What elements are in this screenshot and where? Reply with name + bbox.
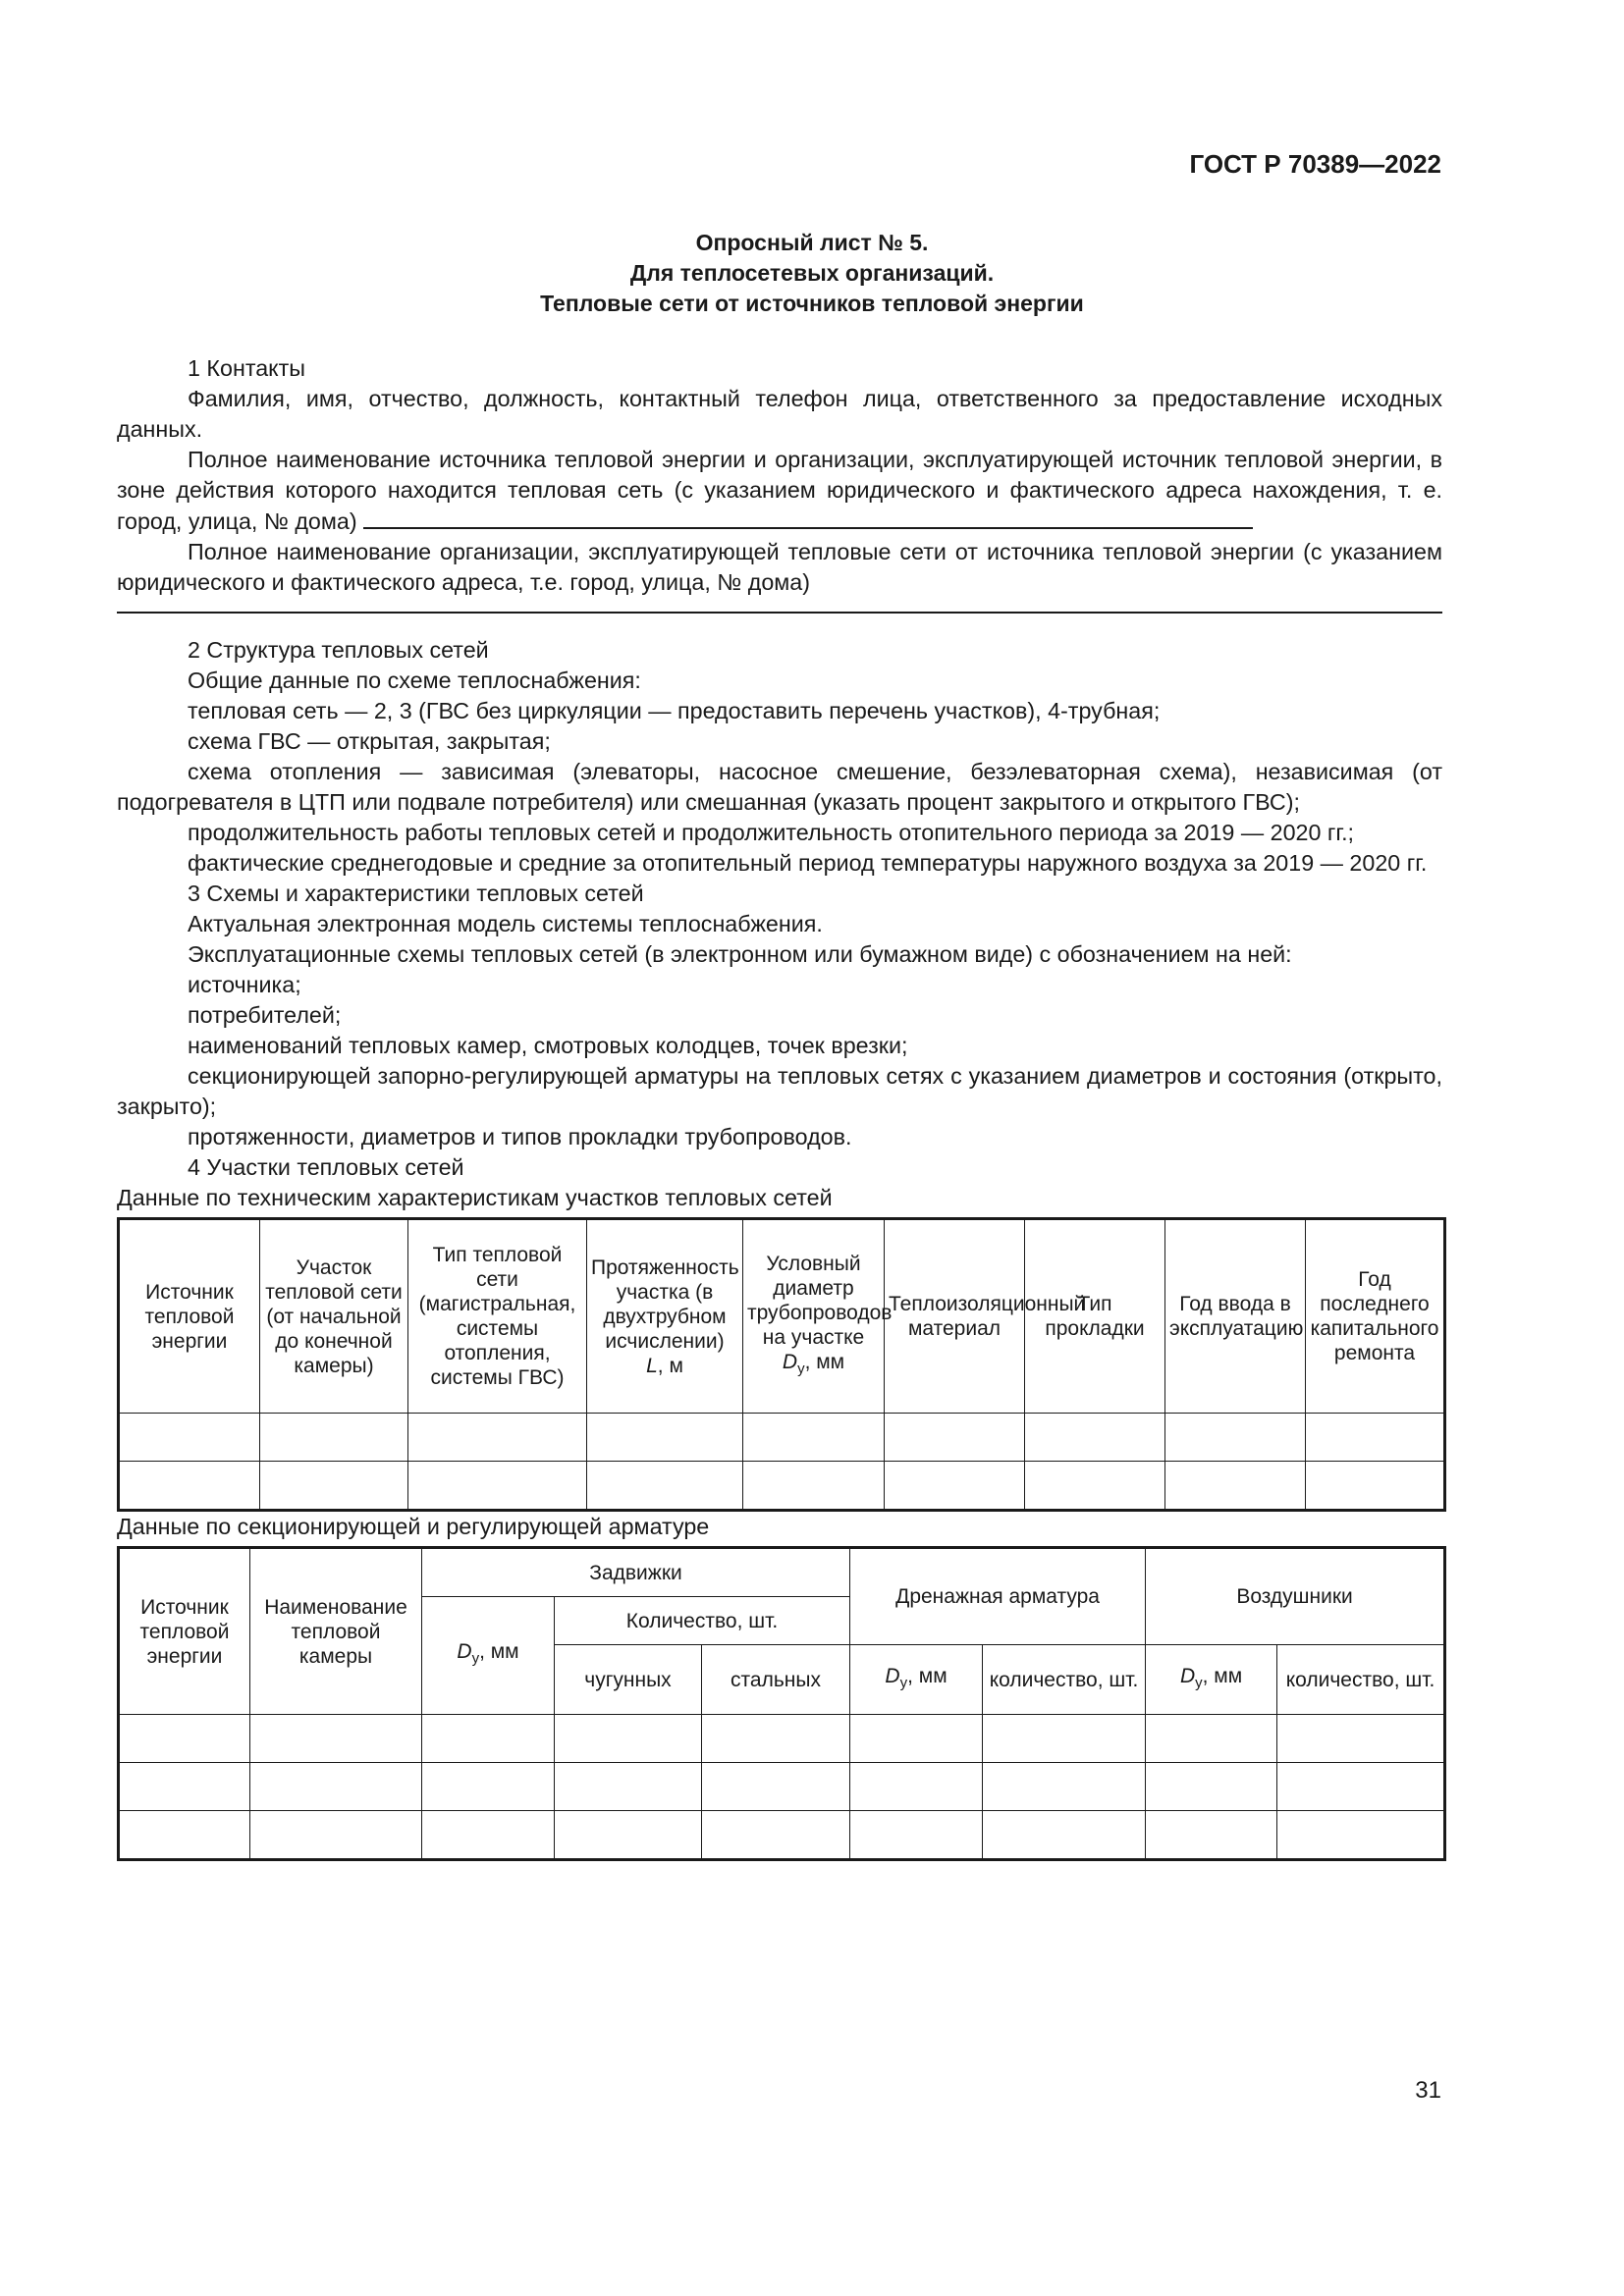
header-cell: Теплоизоляционный материал bbox=[885, 1219, 1025, 1414]
section-3-line: потребителей; bbox=[188, 1002, 342, 1028]
empty-cell[interactable] bbox=[1146, 1763, 1277, 1811]
empty-cell[interactable] bbox=[555, 1715, 702, 1763]
diameter-unit: , мм bbox=[804, 1350, 845, 1373]
header-cell: Воздушники bbox=[1146, 1548, 1445, 1645]
empty-cell[interactable] bbox=[1146, 1811, 1277, 1860]
empty-cell[interactable] bbox=[422, 1763, 555, 1811]
empty-cell[interactable] bbox=[1165, 1462, 1306, 1511]
diameter-symbol: D bbox=[1179, 1664, 1196, 1687]
fill-in-line[interactable] bbox=[363, 506, 1253, 529]
empty-cell[interactable] bbox=[260, 1414, 408, 1462]
title-line-3: Тепловые сети от источников тепловой энергии bbox=[540, 291, 1084, 316]
header-cell: Количество, шт. bbox=[555, 1597, 850, 1645]
diameter-symbol: D bbox=[885, 1664, 900, 1687]
section-1-heading: 1 Контакты bbox=[188, 355, 306, 381]
header-cell: Дренажная арматура bbox=[850, 1548, 1146, 1645]
header-cell: Тип прокладки bbox=[1025, 1219, 1165, 1414]
empty-cell[interactable] bbox=[1306, 1462, 1445, 1511]
header-cell: Задвижки bbox=[422, 1548, 850, 1597]
empty-cell[interactable] bbox=[250, 1811, 422, 1860]
header-cell-text: Условный диаметр трубопроводов на участке bbox=[747, 1252, 893, 1349]
header-cell bbox=[1146, 1645, 1277, 1715]
section-3-heading: 3 Схемы и характеристики тепловых сетей bbox=[188, 881, 644, 906]
section-3-line: Актуальная электронная модель системы теплоснабжения. bbox=[188, 911, 823, 936]
empty-cell[interactable] bbox=[422, 1715, 555, 1763]
section-3-line: наименований тепловых камер, смотровых колодцев, точек врезки; bbox=[188, 1033, 908, 1058]
page-title bbox=[0, 228, 1624, 319]
diameter-symbol: D bbox=[782, 1350, 798, 1373]
network-sections-table bbox=[117, 1217, 1446, 1512]
empty-cell[interactable] bbox=[587, 1462, 743, 1511]
section-2-line: схема отопления — зависимая (элеваторы, насосное смешение, безэлеваторная схема), независимая (от подогревателя в ЦТП или подвале потребителя) или смешанная (указать процент закрытого и открытого ГВС); bbox=[117, 759, 1442, 815]
empty-cell[interactable] bbox=[119, 1414, 260, 1462]
section-2-line: фактические среднегодовые и средние за отопительный период температуры наружного воздуха за 2019 — 2020 гг. bbox=[188, 850, 1428, 876]
length-symbol: L bbox=[646, 1354, 658, 1377]
document-standard-code: ГОСТ Р 70389—2022 bbox=[1189, 149, 1441, 179]
empty-cell[interactable] bbox=[119, 1811, 250, 1860]
header-cell: стальных bbox=[702, 1645, 850, 1715]
section-1-paragraph-3: Полное наименование организации, эксплуатирующей тепловые сети от источника тепловой энергии (с указанием юридического и фактического адреса, т.е. город, улица, № дома) bbox=[117, 539, 1442, 595]
empty-cell[interactable] bbox=[1165, 1414, 1306, 1462]
table-row bbox=[119, 1763, 1445, 1811]
table-row bbox=[119, 1414, 1445, 1462]
header-cell bbox=[587, 1219, 743, 1414]
table-header-row bbox=[119, 1219, 1445, 1414]
length-unit: , м bbox=[657, 1354, 683, 1377]
empty-cell[interactable] bbox=[983, 1811, 1146, 1860]
empty-cell[interactable] bbox=[408, 1462, 587, 1511]
title-line-2: Для теплосетевых организаций. bbox=[629, 260, 995, 286]
empty-cell[interactable] bbox=[850, 1811, 983, 1860]
header-cell: Тип тепловой сети (магистральная, системы отопления, системы ГВС) bbox=[408, 1219, 587, 1414]
section-1-paragraph-1: Фамилия, имя, отчество, должность, контактный телефон лица, ответственного за предоставление исходных данных. bbox=[117, 386, 1442, 442]
empty-cell[interactable] bbox=[983, 1715, 1146, 1763]
empty-cell[interactable] bbox=[250, 1715, 422, 1763]
empty-cell[interactable] bbox=[1306, 1414, 1445, 1462]
empty-cell[interactable] bbox=[1277, 1763, 1445, 1811]
header-cell: Участок тепловой сети (от начальной до конечной камеры) bbox=[260, 1219, 408, 1414]
document-body bbox=[117, 353, 1442, 1861]
empty-cell[interactable] bbox=[587, 1414, 743, 1462]
header-cell: Источник тепловой энергии bbox=[119, 1548, 250, 1715]
empty-cell[interactable] bbox=[885, 1462, 1025, 1511]
section-3-line: протяженности, диаметров и типов прокладки трубопроводов. bbox=[188, 1124, 852, 1149]
section-3-line: Эксплуатационные схемы тепловых сетей (в электронном или бумажном виде) с обозначением на ней: bbox=[188, 941, 1292, 967]
section-1-paragraph-2 bbox=[117, 445, 1442, 537]
diameter-unit: , мм bbox=[907, 1664, 947, 1687]
diameter-unit: , мм bbox=[479, 1640, 519, 1664]
section-1-paragraph-2-text: Полное наименование источника тепловой энергии и организации, эксплуатирующей источник тепловой энергии, в зоне действия которого находится тепловая сеть (с указанием юридического и фактического адреса нахождения, т. е. город, улица, № дома) bbox=[117, 447, 1442, 534]
empty-cell[interactable] bbox=[555, 1811, 702, 1860]
header-cell: количество, шт. bbox=[983, 1645, 1146, 1715]
empty-cell[interactable] bbox=[555, 1763, 702, 1811]
empty-cell[interactable] bbox=[702, 1811, 850, 1860]
empty-cell[interactable] bbox=[119, 1462, 260, 1511]
header-cell: Наименование тепловой камеры bbox=[250, 1548, 422, 1715]
empty-cell[interactable] bbox=[743, 1414, 885, 1462]
empty-cell[interactable] bbox=[1146, 1715, 1277, 1763]
diameter-unit: , мм bbox=[1202, 1664, 1243, 1687]
empty-cell[interactable] bbox=[250, 1763, 422, 1811]
header-cell: Источник тепловой энергии bbox=[119, 1219, 260, 1414]
empty-cell[interactable] bbox=[408, 1414, 587, 1462]
header-cell: Год ввода в эксплуатацию bbox=[1165, 1219, 1306, 1414]
table-row bbox=[119, 1462, 1445, 1511]
diameter-symbol: D bbox=[457, 1640, 472, 1664]
header-cell: чугунных bbox=[555, 1645, 702, 1715]
diameter-subscript: у bbox=[899, 1675, 908, 1692]
title-line-1: Опросный лист № 5. bbox=[695, 230, 929, 255]
section-2-line: тепловая сеть — 2, 3 (ГВС без циркуляции — предоставить перечень участков), 4-трубная; bbox=[188, 698, 1161, 723]
diameter-subscript: у bbox=[797, 1361, 805, 1378]
section-2-line: продолжительность работы тепловых сетей и продолжительность отопительного периода за 2019 — 2020 гг.; bbox=[188, 820, 1355, 845]
valves-table bbox=[117, 1546, 1446, 1861]
diameter-subscript: у bbox=[471, 1650, 480, 1668]
header-cell: Год последнего капитального ремонта bbox=[1306, 1219, 1445, 1414]
diameter-subscript: у bbox=[1195, 1675, 1203, 1692]
empty-cell[interactable] bbox=[119, 1715, 250, 1763]
section-3-line: источника; bbox=[188, 972, 301, 997]
header-cell: количество, шт. bbox=[1277, 1645, 1445, 1715]
empty-cell[interactable] bbox=[260, 1462, 408, 1511]
empty-cell[interactable] bbox=[743, 1462, 885, 1511]
empty-cell[interactable] bbox=[1277, 1811, 1445, 1860]
section-3-line: секционирующей запорно-регулирующей арматуры на тепловых сетях с указанием диаметров и состояния (открыто, закрыто); bbox=[117, 1063, 1442, 1119]
table-header-row bbox=[119, 1548, 1445, 1597]
fill-in-rule[interactable] bbox=[117, 598, 1442, 614]
table-row bbox=[119, 1811, 1445, 1860]
table-2-caption: Данные по секционирующей и регулирующей арматуре bbox=[117, 1514, 710, 1539]
table-1-caption: Данные по техническим характеристикам участков тепловых сетей bbox=[117, 1185, 833, 1210]
empty-cell[interactable] bbox=[422, 1811, 555, 1860]
section-2-line: Общие данные по схеме теплоснабжения: bbox=[188, 667, 641, 693]
empty-cell[interactable] bbox=[983, 1763, 1146, 1811]
table-row bbox=[119, 1715, 1445, 1763]
empty-cell[interactable] bbox=[1025, 1462, 1165, 1511]
empty-cell[interactable] bbox=[119, 1763, 250, 1811]
header-cell-text: Протяженность участка (в двухтрубном исчислении) bbox=[591, 1255, 739, 1353]
section-2-heading: 2 Структура тепловых сетей bbox=[188, 637, 489, 663]
header-cell bbox=[850, 1645, 983, 1715]
empty-cell[interactable] bbox=[702, 1763, 850, 1811]
empty-cell[interactable] bbox=[1025, 1414, 1165, 1462]
header-cell bbox=[422, 1597, 555, 1715]
empty-cell[interactable] bbox=[1277, 1715, 1445, 1763]
page-number: 31 bbox=[1415, 2077, 1441, 2104]
empty-cell[interactable] bbox=[702, 1715, 850, 1763]
empty-cell[interactable] bbox=[885, 1414, 1025, 1462]
empty-cell[interactable] bbox=[850, 1763, 983, 1811]
empty-cell[interactable] bbox=[850, 1715, 983, 1763]
section-4-heading: 4 Участки тепловых сетей bbox=[188, 1154, 464, 1180]
section-2-line: схема ГВС — открытая, закрытая; bbox=[188, 728, 551, 754]
header-cell bbox=[743, 1219, 893, 1414]
